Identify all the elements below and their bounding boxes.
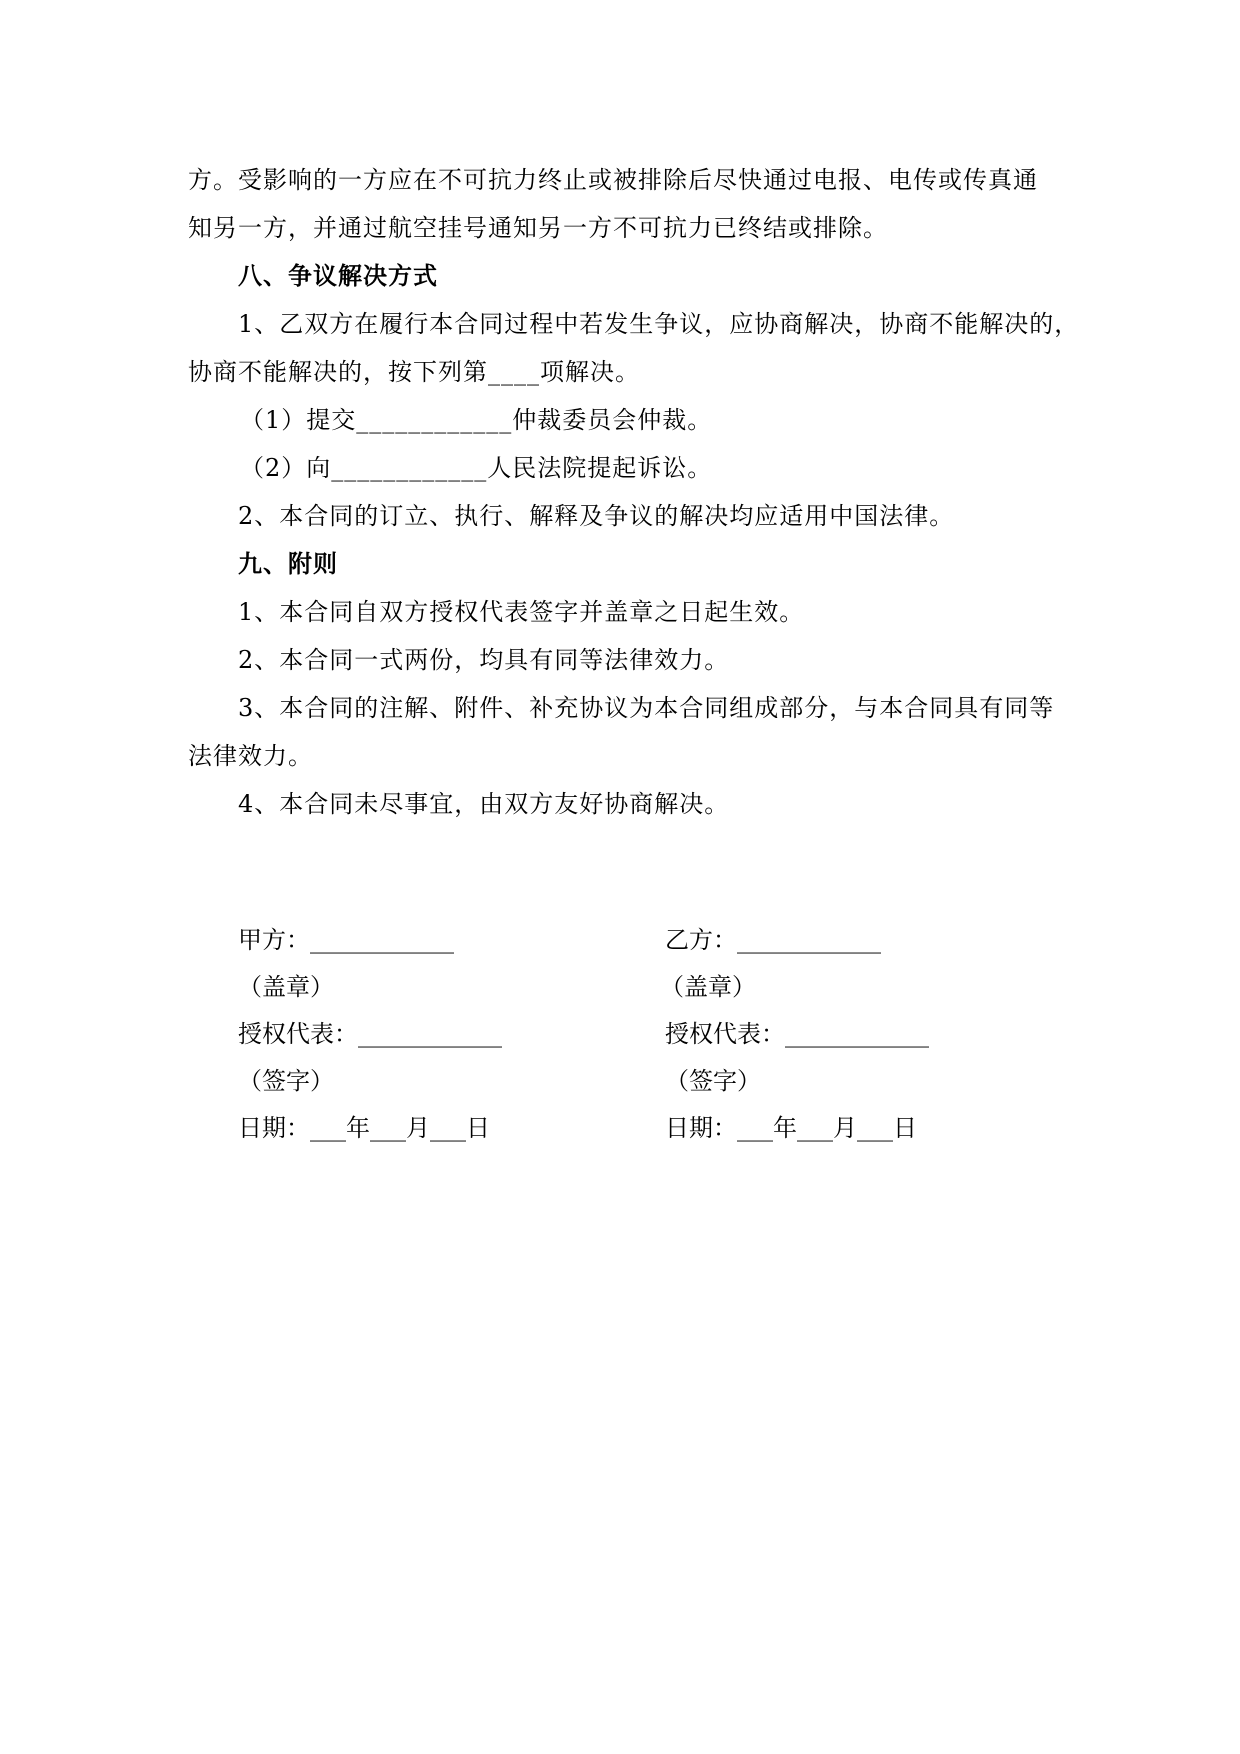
paragraph-line: 3、本合同的注解、附件、补充协议为本合同组成部分，与本合同具有同等 bbox=[238, 694, 1055, 722]
paragraph-line: 知另一方，并通过航空挂号通知另一方不可抗力已终结或排除。 bbox=[188, 214, 888, 242]
paragraph-line: 2、本合同一式两份，均具有同等法律效力。 bbox=[238, 646, 730, 674]
party-b-name: 乙方：____________ bbox=[665, 926, 881, 954]
paragraph-line: 协商不能解决的，按下列第____项解决。 bbox=[188, 358, 640, 386]
party-a-representative: 授权代表：____________ bbox=[238, 1020, 502, 1048]
party-a-signature: （签字） bbox=[238, 1067, 334, 1095]
paragraph-line: 1、乙双方在履行本合同过程中若发生争议，应协商解决，协商不能解决的， bbox=[238, 310, 1080, 338]
party-b-date: 日期：___年___月___日 bbox=[665, 1114, 917, 1142]
section-heading: 八、争议解决方式 bbox=[238, 261, 438, 290]
party-a-date: 日期：___年___月___日 bbox=[238, 1114, 490, 1142]
party-a-name: 甲方：____________ bbox=[238, 926, 454, 954]
paragraph-line: 2、本合同的订立、执行、解释及争议的解决均应适用中国法律。 bbox=[238, 502, 955, 530]
paragraph-line: 4、本合同未尽事宜，由双方友好协商解决。 bbox=[238, 790, 730, 818]
party-b-seal: （盖章） bbox=[660, 973, 756, 1001]
paragraph-line: 1、本合同自双方授权代表签字并盖章之日起生效。 bbox=[238, 598, 805, 626]
option-line: （1）提交____________仲裁委员会仲裁。 bbox=[240, 406, 713, 434]
paragraph-line: 法律效力。 bbox=[188, 742, 313, 770]
party-b-representative: 授权代表：____________ bbox=[665, 1020, 929, 1048]
section-heading: 九、附则 bbox=[238, 549, 338, 578]
option-line: （2）向____________人民法院提起诉讼。 bbox=[240, 454, 713, 482]
party-a-seal: （盖章） bbox=[238, 973, 334, 1001]
paragraph-line: 方。受影响的一方应在不可抗力终止或被排除后尽快通过电报、电传或传真通 bbox=[188, 166, 1038, 194]
party-b-signature: （签字） bbox=[665, 1067, 761, 1095]
